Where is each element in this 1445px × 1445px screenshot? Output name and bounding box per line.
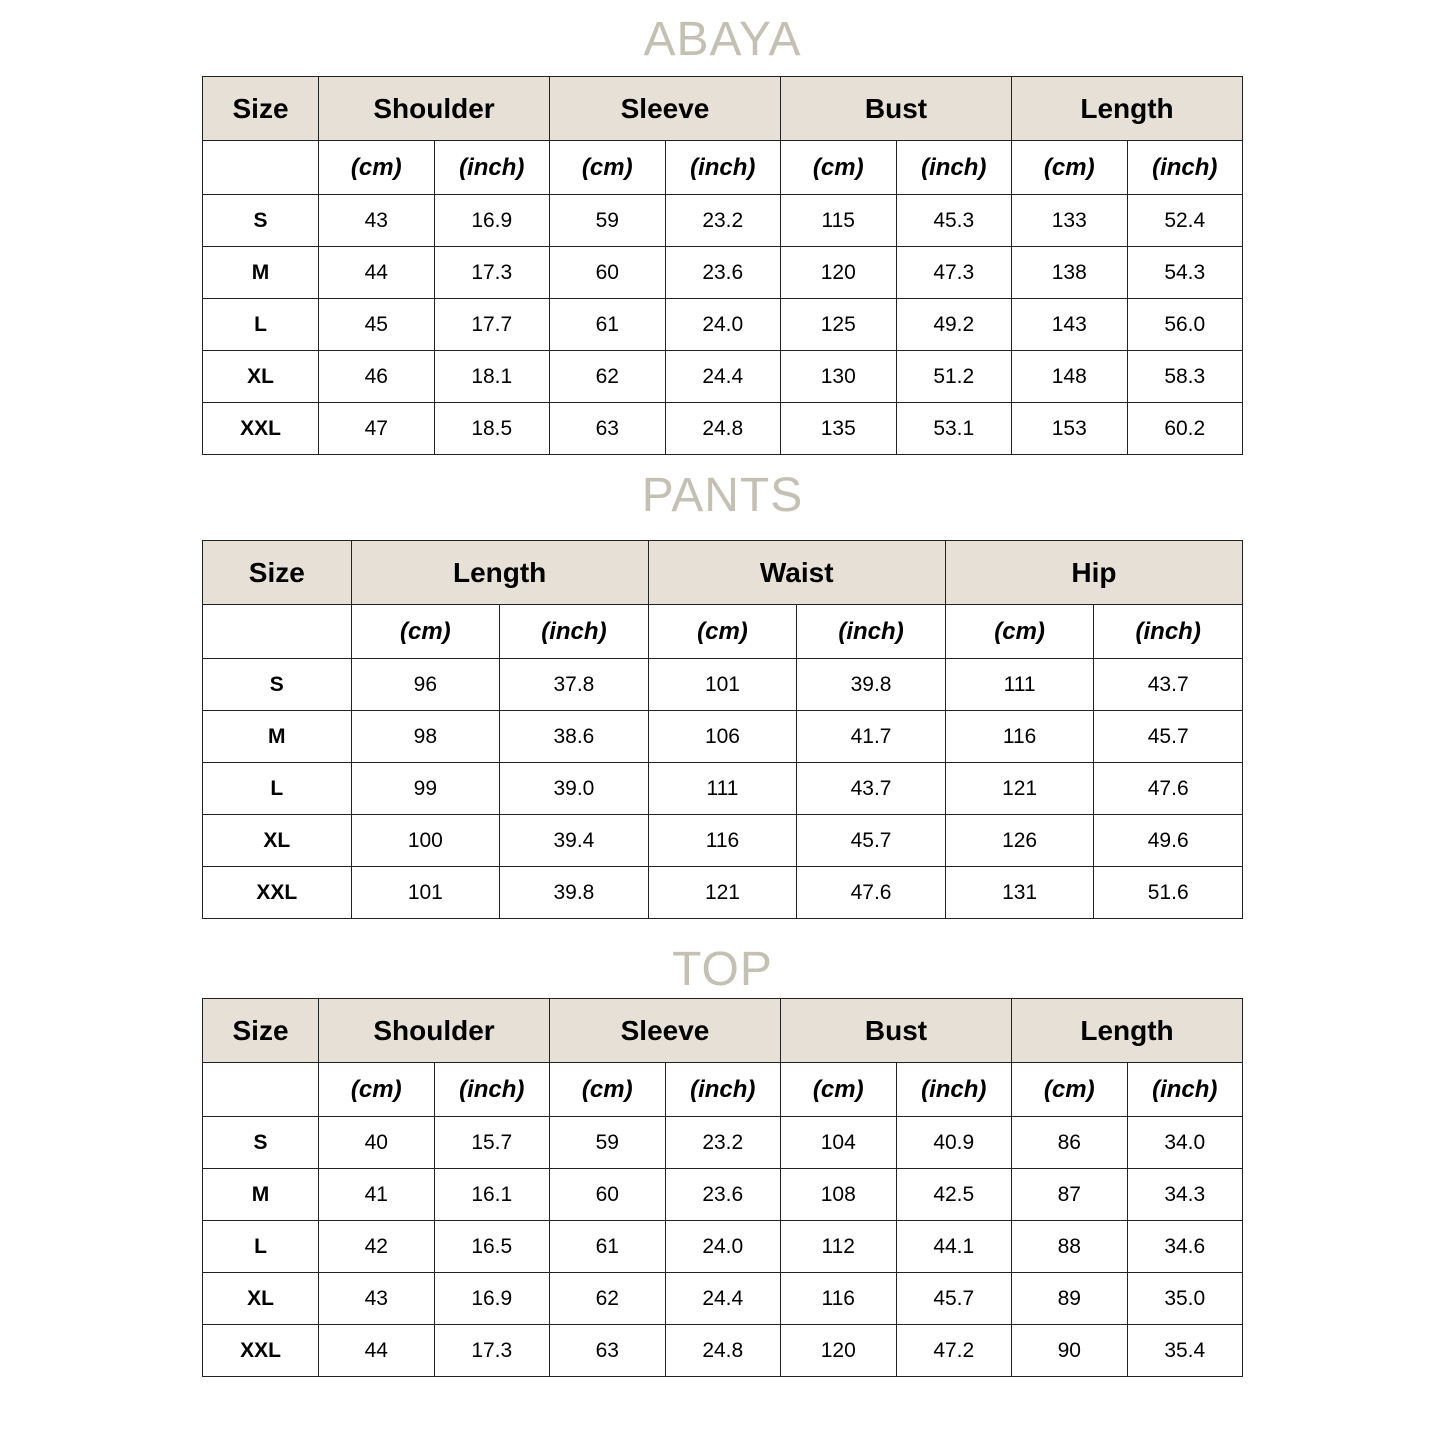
value-cm: 130 (781, 351, 897, 403)
pants-row-m (203, 711, 1243, 763)
unit-cm: (cm) (351, 605, 500, 659)
value-cm: 61 (550, 1221, 666, 1273)
value-inch: 35.0 (1127, 1273, 1243, 1325)
top-length-header: Length (1012, 999, 1243, 1063)
value-cm: 153 (1012, 403, 1128, 455)
value-cm: 111 (648, 763, 797, 815)
value-inch: 24.4 (665, 1273, 781, 1325)
value-cm: 111 (945, 659, 1094, 711)
unit-cm: (cm) (550, 141, 666, 195)
value-cm: 138 (1012, 247, 1128, 299)
empty-cell (203, 1063, 319, 1117)
value-cm: 87 (1012, 1169, 1128, 1221)
abaya-bust-header: Bust (781, 77, 1012, 141)
pants-row-xxl (203, 867, 1243, 919)
value-cm: 60 (550, 247, 666, 299)
unit-inch: (inch) (896, 141, 1012, 195)
value-cm: 43 (319, 195, 435, 247)
value-inch: 39.8 (500, 867, 649, 919)
value-cm: 108 (781, 1169, 897, 1221)
value-cm: 116 (945, 711, 1094, 763)
value-cm: 131 (945, 867, 1094, 919)
top-unit-row (203, 1063, 1243, 1117)
value-inch: 16.1 (434, 1169, 550, 1221)
value-cm: 133 (1012, 195, 1128, 247)
value-cm: 40 (319, 1117, 435, 1169)
value-inch: 60.2 (1127, 403, 1243, 455)
top-header-row (203, 999, 1243, 1063)
abaya-size-header: Size (203, 77, 319, 141)
value-cm: 116 (648, 815, 797, 867)
abaya-row-xxl (203, 403, 1243, 455)
top-bust-header: Bust (781, 999, 1012, 1063)
value-cm: 121 (945, 763, 1094, 815)
value-inch: 44.1 (896, 1221, 1012, 1273)
abaya-row-xl (203, 351, 1243, 403)
value-cm: 43 (319, 1273, 435, 1325)
value-inch: 16.9 (434, 195, 550, 247)
unit-inch: (inch) (434, 141, 550, 195)
value-inch: 23.6 (665, 1169, 781, 1221)
value-inch: 39.8 (797, 659, 946, 711)
value-inch: 34.6 (1127, 1221, 1243, 1273)
top-title: TOP (672, 943, 773, 996)
abaya-unit-row (203, 141, 1243, 195)
value-cm: 115 (781, 195, 897, 247)
top-sleeve-header: Sleeve (550, 999, 781, 1063)
value-inch: 42.5 (896, 1169, 1012, 1221)
value-inch: 47.6 (797, 867, 946, 919)
abaya-header-row (203, 77, 1243, 141)
value-cm: 60 (550, 1169, 666, 1221)
unit-cm: (cm) (945, 605, 1094, 659)
value-cm: 121 (648, 867, 797, 919)
value-cm: 143 (1012, 299, 1128, 351)
unit-cm: (cm) (781, 1063, 897, 1117)
size-label: XXL (203, 1325, 319, 1377)
value-inch: 51.2 (896, 351, 1012, 403)
value-cm: 100 (351, 815, 500, 867)
unit-cm: (cm) (1012, 1063, 1128, 1117)
value-cm: 99 (351, 763, 500, 815)
unit-inch: (inch) (1094, 605, 1243, 659)
value-cm: 42 (319, 1221, 435, 1273)
size-label: XL (203, 815, 352, 867)
value-inch: 23.6 (665, 247, 781, 299)
value-inch: 23.2 (665, 195, 781, 247)
value-inch: 52.4 (1127, 195, 1243, 247)
abaya-sleeve-header: Sleeve (550, 77, 781, 141)
abaya-length-header: Length (1012, 77, 1243, 141)
value-inch: 24.8 (665, 403, 781, 455)
value-cm: 45 (319, 299, 435, 351)
unit-cm: (cm) (1012, 141, 1128, 195)
value-inch: 39.4 (500, 815, 649, 867)
pants-header-row (203, 541, 1243, 605)
value-inch: 17.7 (434, 299, 550, 351)
value-cm: 125 (781, 299, 897, 351)
empty-cell (203, 141, 319, 195)
pants-row-s (203, 659, 1243, 711)
value-inch: 43.7 (1094, 659, 1243, 711)
top-row-l (203, 1221, 1243, 1273)
top-shoulder-header: Shoulder (319, 999, 550, 1063)
value-inch: 34.0 (1127, 1117, 1243, 1169)
value-cm: 86 (1012, 1117, 1128, 1169)
value-cm: 135 (781, 403, 897, 455)
pants-unit-row (203, 605, 1243, 659)
unit-inch: (inch) (665, 141, 781, 195)
value-cm: 90 (1012, 1325, 1128, 1377)
unit-cm: (cm) (648, 605, 797, 659)
value-inch: 35.4 (1127, 1325, 1243, 1377)
abaya-row-s (203, 195, 1243, 247)
value-inch: 45.7 (797, 815, 946, 867)
value-inch: 18.5 (434, 403, 550, 455)
value-inch: 40.9 (896, 1117, 1012, 1169)
size-label: L (203, 763, 352, 815)
unit-inch: (inch) (1127, 1063, 1243, 1117)
value-cm: 63 (550, 403, 666, 455)
value-inch: 24.8 (665, 1325, 781, 1377)
unit-inch: (inch) (797, 605, 946, 659)
value-inch: 24.0 (665, 299, 781, 351)
value-cm: 61 (550, 299, 666, 351)
empty-cell (203, 605, 352, 659)
size-label: S (203, 195, 319, 247)
value-inch: 24.4 (665, 351, 781, 403)
value-inch: 17.3 (434, 247, 550, 299)
value-inch: 23.2 (665, 1117, 781, 1169)
size-label: L (203, 299, 319, 351)
value-inch: 54.3 (1127, 247, 1243, 299)
value-cm: 120 (781, 247, 897, 299)
value-cm: 46 (319, 351, 435, 403)
value-inch: 58.3 (1127, 351, 1243, 403)
value-cm: 101 (351, 867, 500, 919)
value-inch: 17.3 (434, 1325, 550, 1377)
pants-length-header: Length (351, 541, 648, 605)
size-label: XL (203, 351, 319, 403)
value-cm: 41 (319, 1169, 435, 1221)
abaya-row-m (203, 247, 1243, 299)
size-label: S (203, 1117, 319, 1169)
top-size-header: Size (203, 999, 319, 1063)
value-cm: 62 (550, 1273, 666, 1325)
pants-title: PANTS (641, 469, 804, 522)
value-cm: 47 (319, 403, 435, 455)
size-label: L (203, 1221, 319, 1273)
value-inch: 39.0 (500, 763, 649, 815)
unit-cm: (cm) (319, 141, 435, 195)
value-cm: 59 (550, 195, 666, 247)
unit-cm: (cm) (550, 1063, 666, 1117)
value-cm: 106 (648, 711, 797, 763)
abaya-title: ABAYA (643, 13, 802, 66)
value-cm: 120 (781, 1325, 897, 1377)
unit-inch: (inch) (1127, 141, 1243, 195)
unit-cm: (cm) (781, 141, 897, 195)
pants-size-header: Size (203, 541, 352, 605)
value-inch: 49.2 (896, 299, 1012, 351)
value-cm: 101 (648, 659, 797, 711)
value-inch: 47.6 (1094, 763, 1243, 815)
value-cm: 88 (1012, 1221, 1128, 1273)
pants-waist-header: Waist (648, 541, 945, 605)
top-row-xxl (203, 1325, 1243, 1377)
size-label: S (203, 659, 352, 711)
pants-row-l (203, 763, 1243, 815)
value-inch: 56.0 (1127, 299, 1243, 351)
top-row-xl (203, 1273, 1243, 1325)
value-inch: 37.8 (500, 659, 649, 711)
abaya-shoulder-header: Shoulder (319, 77, 550, 141)
value-cm: 44 (319, 247, 435, 299)
value-inch: 45.3 (896, 195, 1012, 247)
top-row-s (203, 1117, 1243, 1169)
pants-hip-header: Hip (945, 541, 1242, 605)
size-label: M (203, 711, 352, 763)
value-inch: 51.6 (1094, 867, 1243, 919)
size-label: XL (203, 1273, 319, 1325)
value-cm: 98 (351, 711, 500, 763)
pants-size-table (202, 540, 1243, 919)
value-cm: 116 (781, 1273, 897, 1325)
pants-row-xl (203, 815, 1243, 867)
value-cm: 89 (1012, 1273, 1128, 1325)
value-inch: 53.1 (896, 403, 1012, 455)
value-cm: 62 (550, 351, 666, 403)
value-inch: 45.7 (896, 1273, 1012, 1325)
value-cm: 126 (945, 815, 1094, 867)
size-label: XXL (203, 403, 319, 455)
unit-inch: (inch) (500, 605, 649, 659)
value-cm: 112 (781, 1221, 897, 1273)
value-cm: 96 (351, 659, 500, 711)
unit-inch: (inch) (665, 1063, 781, 1117)
top-size-table (202, 998, 1243, 1377)
value-inch: 41.7 (797, 711, 946, 763)
size-label: M (203, 1169, 319, 1221)
value-inch: 16.9 (434, 1273, 550, 1325)
value-cm: 63 (550, 1325, 666, 1377)
value-inch: 45.7 (1094, 711, 1243, 763)
value-cm: 44 (319, 1325, 435, 1377)
value-inch: 18.1 (434, 351, 550, 403)
size-label: XXL (203, 867, 352, 919)
value-inch: 16.5 (434, 1221, 550, 1273)
value-inch: 49.6 (1094, 815, 1243, 867)
value-inch: 47.2 (896, 1325, 1012, 1377)
value-cm: 104 (781, 1117, 897, 1169)
abaya-row-l (203, 299, 1243, 351)
value-inch: 15.7 (434, 1117, 550, 1169)
unit-cm: (cm) (319, 1063, 435, 1117)
size-label: M (203, 247, 319, 299)
abaya-size-table (202, 76, 1243, 455)
value-inch: 47.3 (896, 247, 1012, 299)
top-row-m (203, 1169, 1243, 1221)
value-inch: 38.6 (500, 711, 649, 763)
unit-inch: (inch) (896, 1063, 1012, 1117)
value-cm: 148 (1012, 351, 1128, 403)
value-inch: 24.0 (665, 1221, 781, 1273)
value-cm: 59 (550, 1117, 666, 1169)
value-inch: 43.7 (797, 763, 946, 815)
value-inch: 34.3 (1127, 1169, 1243, 1221)
unit-inch: (inch) (434, 1063, 550, 1117)
